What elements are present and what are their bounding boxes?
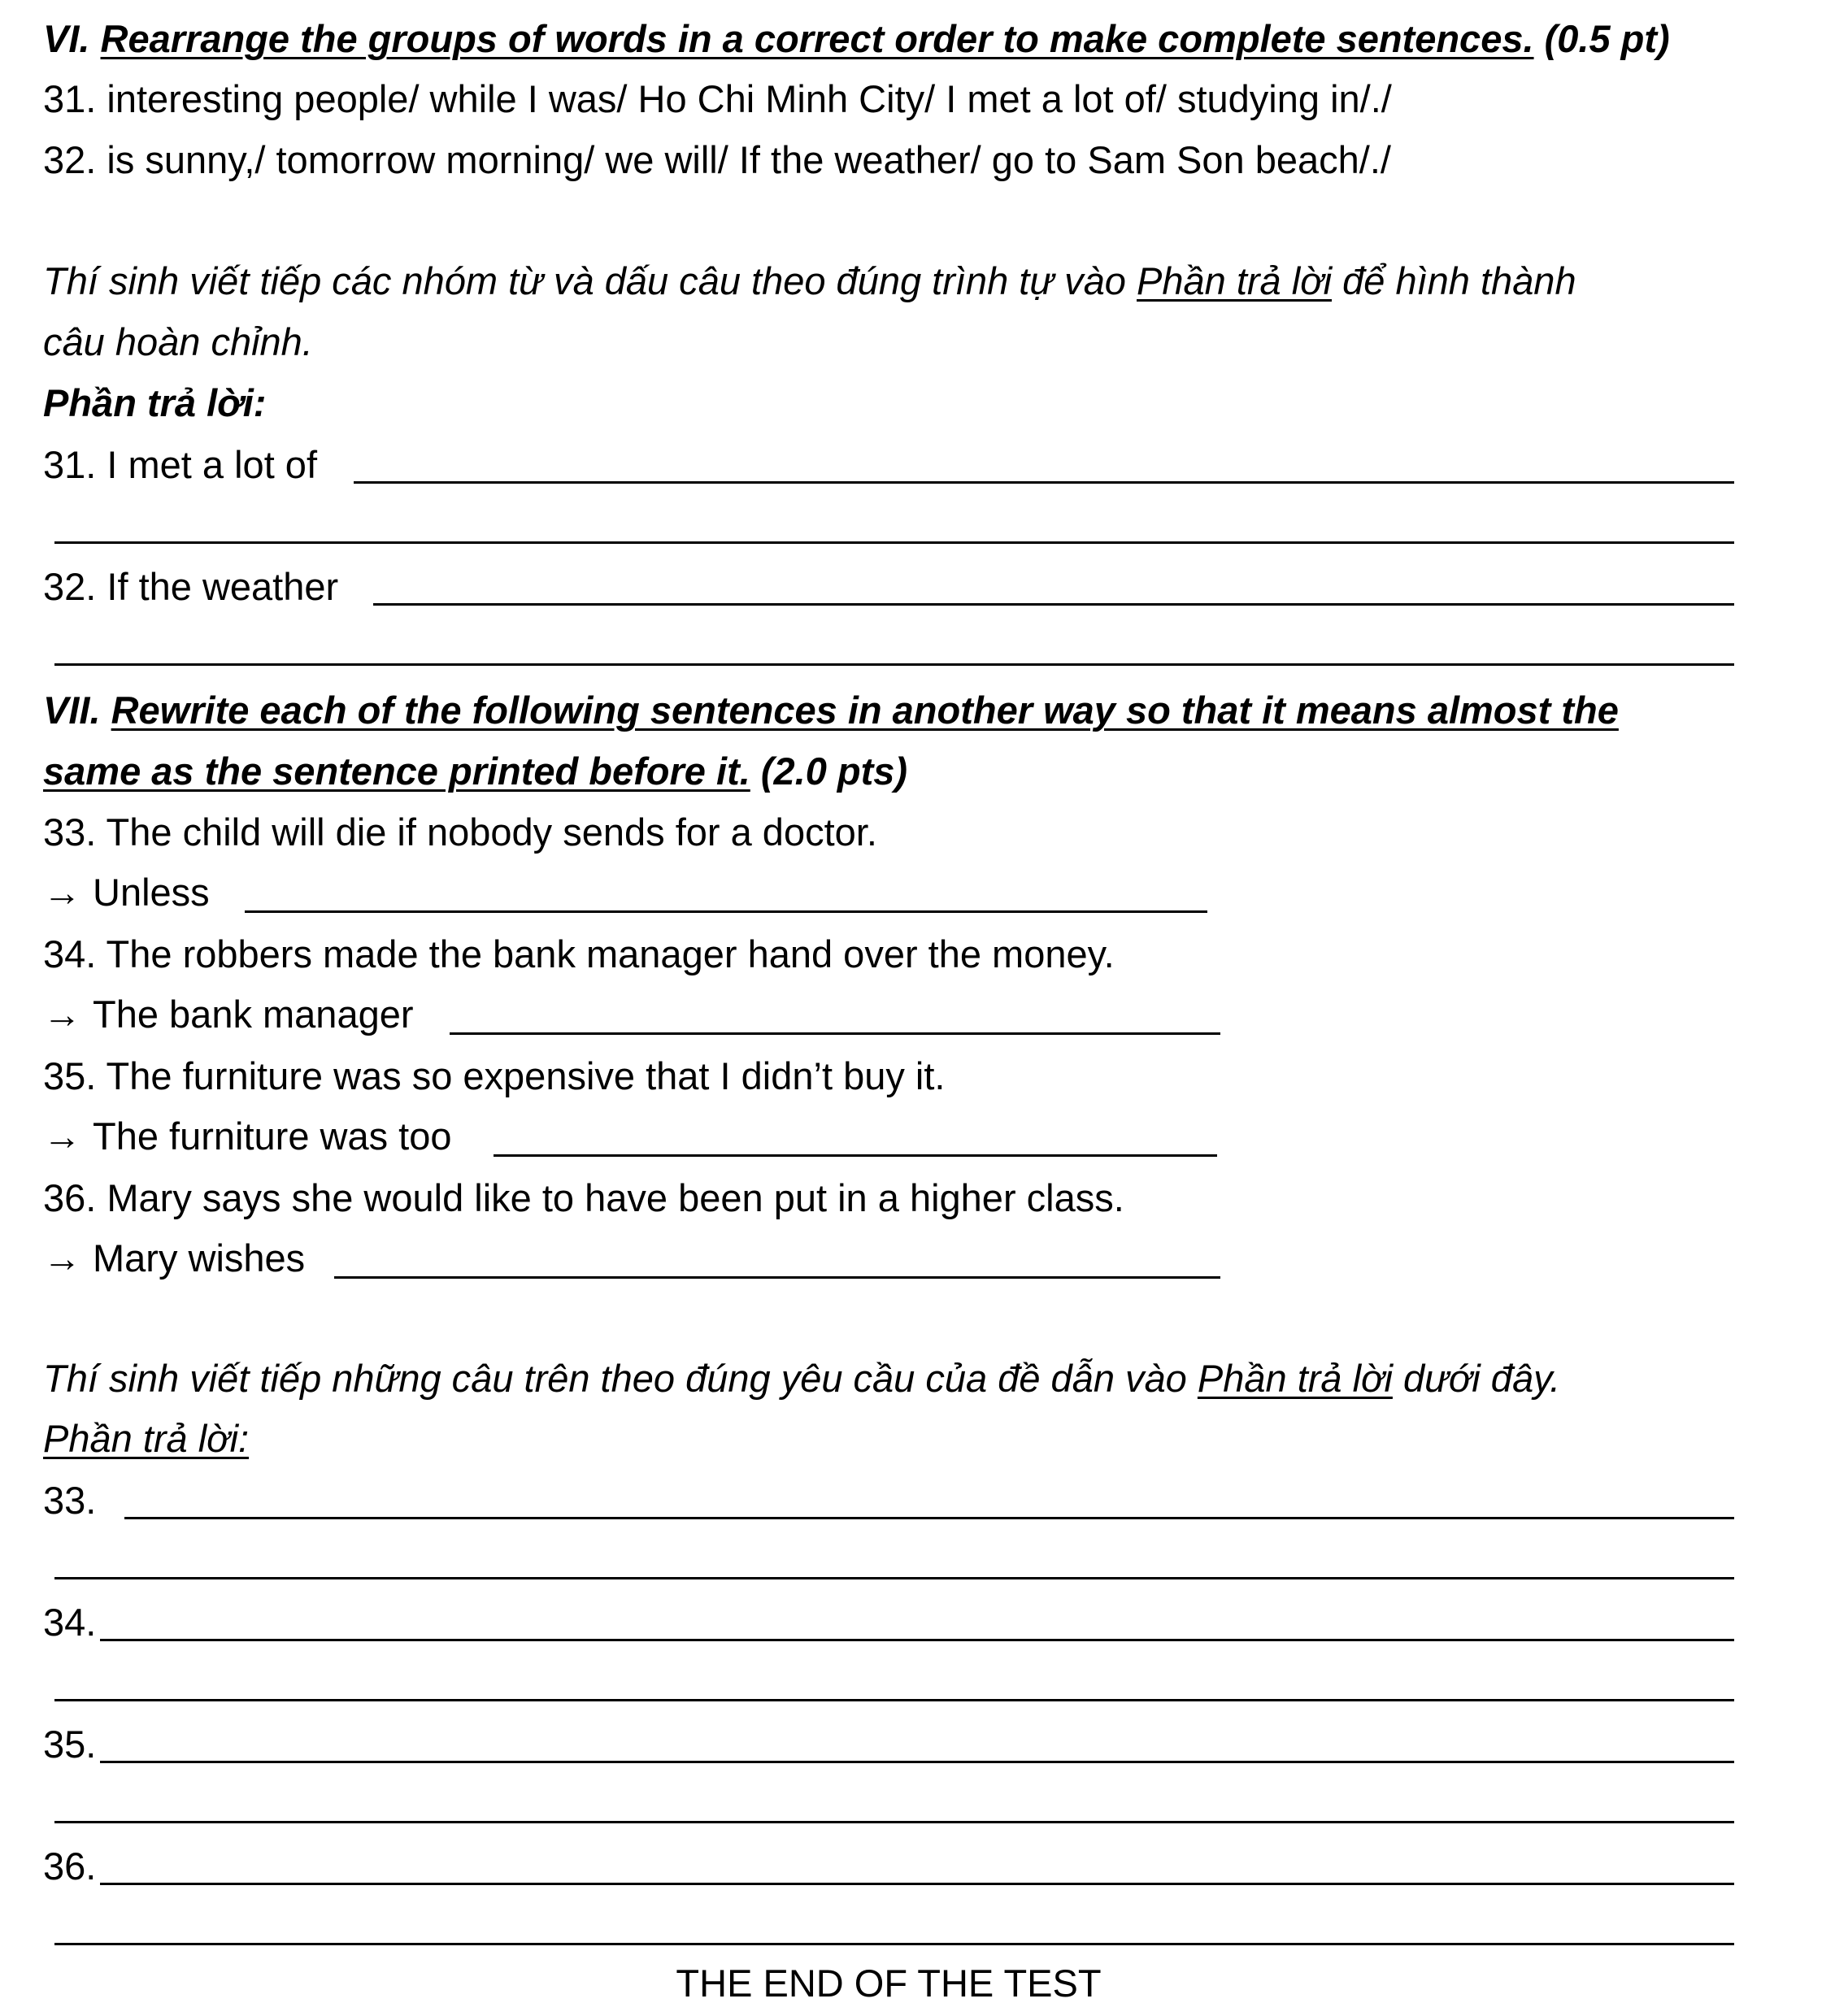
section-vii-label: VII.: [43, 689, 101, 732]
answer-35-line-1[interactable]: [100, 1761, 1734, 1763]
answer-32-line-2[interactable]: [54, 663, 1734, 666]
answer-36-line-2[interactable]: [54, 1943, 1734, 1945]
arrow-right-icon: →: [43, 1236, 81, 1280]
rewrite-prompt: The furniture was too: [93, 1114, 452, 1158]
question-33-line[interactable]: [245, 910, 1207, 913]
section-vii-heading-cont: [43, 749, 908, 793]
answer-31-line-2[interactable]: [54, 541, 1734, 544]
arrow-right-icon: →: [43, 871, 81, 914]
rewrite-prompt: Mary wishes: [93, 1236, 306, 1280]
section-vii-points: (2.0 pts): [760, 749, 908, 793]
answer-32-line-1[interactable]: [373, 603, 1734, 606]
answer-34-line-1[interactable]: [100, 1639, 1734, 1641]
instruction-text: Thí sinh viết tiếp những câu trên theo đúng yêu cầu của đề dẫn vào: [43, 1357, 1198, 1400]
answer-32-prompt: 32. If the weather: [43, 565, 339, 608]
answer-part-label-text: Phần trả lời:: [43, 1417, 250, 1460]
question-36-prompt: [43, 1236, 306, 1280]
section-vi-instruction: Rearrange the groups of words in a correct order to make complete sentences.: [100, 17, 1534, 60]
question-33: 33. The child will die if nobody sends for a doctor.: [43, 810, 877, 854]
section-vi-label: VI.: [43, 17, 90, 60]
answer-part-reference: Phần trả lời: [1137, 259, 1333, 302]
answer-35-line-2[interactable]: [54, 1821, 1734, 1823]
section-vi-heading: [43, 17, 1670, 60]
question-35-line[interactable]: [494, 1154, 1217, 1157]
arrow-right-icon: →: [43, 993, 81, 1036]
answer-36-line-1[interactable]: [100, 1883, 1734, 1885]
answer-31-prompt: 31. I met a lot of: [43, 443, 318, 486]
section-vi-points: (0.5 pt): [1544, 17, 1670, 60]
answer-33-line-1[interactable]: [124, 1517, 1734, 1519]
rewrite-prompt: Unless: [93, 871, 210, 914]
rewrite-prompt: The bank manager: [93, 993, 414, 1036]
section-vii-heading: [43, 689, 1619, 732]
answer-part-label-vii: [43, 1419, 249, 1458]
section-vi-answer-instruction-cont: câu hoàn chỉnh.: [43, 320, 313, 363]
answer-31-line-1[interactable]: [354, 481, 1734, 484]
instruction-text: để hình thành: [1332, 259, 1576, 302]
question-31: 31. interesting people/ while I was/ Ho Chi Minh City/ I met a lot of/ studying in/./: [43, 77, 1392, 120]
question-34-line[interactable]: [450, 1032, 1220, 1035]
section-vii-instruction-cont: same as the sentence printed before it.: [43, 749, 750, 793]
question-33-prompt: [43, 871, 210, 914]
section-vii-answer-instruction: [43, 1357, 1561, 1400]
answer-33-line-2[interactable]: [54, 1577, 1734, 1579]
answer-34-line-2[interactable]: [54, 1699, 1734, 1701]
question-35: 35. The furniture was so expensive that I didn’t buy it.: [43, 1054, 946, 1097]
question-32: 32. is sunny,/ tomorrow morning/ we will/ If the weather/ go to Sam Son beach/./: [43, 138, 1391, 181]
section-vii-instruction: Rewrite each of the following sentences in another way so that it means almost the: [111, 689, 1619, 732]
section-vi-answer-instruction: [43, 259, 1576, 302]
answer-34-number: 34.: [43, 1601, 97, 1644]
end-of-test: THE END OF THE TEST: [676, 1962, 1102, 2005]
answer-36-number: 36.: [43, 1844, 97, 1888]
instruction-text: Thí sinh viết tiếp các nhóm từ và dấu câu theo đúng trình tự vào: [43, 259, 1137, 302]
question-36-line[interactable]: [334, 1276, 1220, 1279]
question-34: 34. The robbers made the bank manager hand over the money.: [43, 932, 1115, 975]
test-page: [43, 0, 1734, 2016]
answer-35-number: 35.: [43, 1723, 97, 1766]
answer-33-number: 33.: [43, 1479, 97, 1522]
question-35-prompt: [43, 1114, 452, 1158]
arrow-right-icon: →: [43, 1114, 81, 1158]
question-36: 36. Mary says she would like to have been put in a higher class.: [43, 1176, 1124, 1219]
instruction-text: dưới đây.: [1392, 1357, 1561, 1400]
answer-part-reference: Phần trả lời: [1197, 1357, 1393, 1400]
question-34-prompt: [43, 993, 414, 1036]
answer-part-label: Phần trả lời:: [43, 381, 267, 424]
